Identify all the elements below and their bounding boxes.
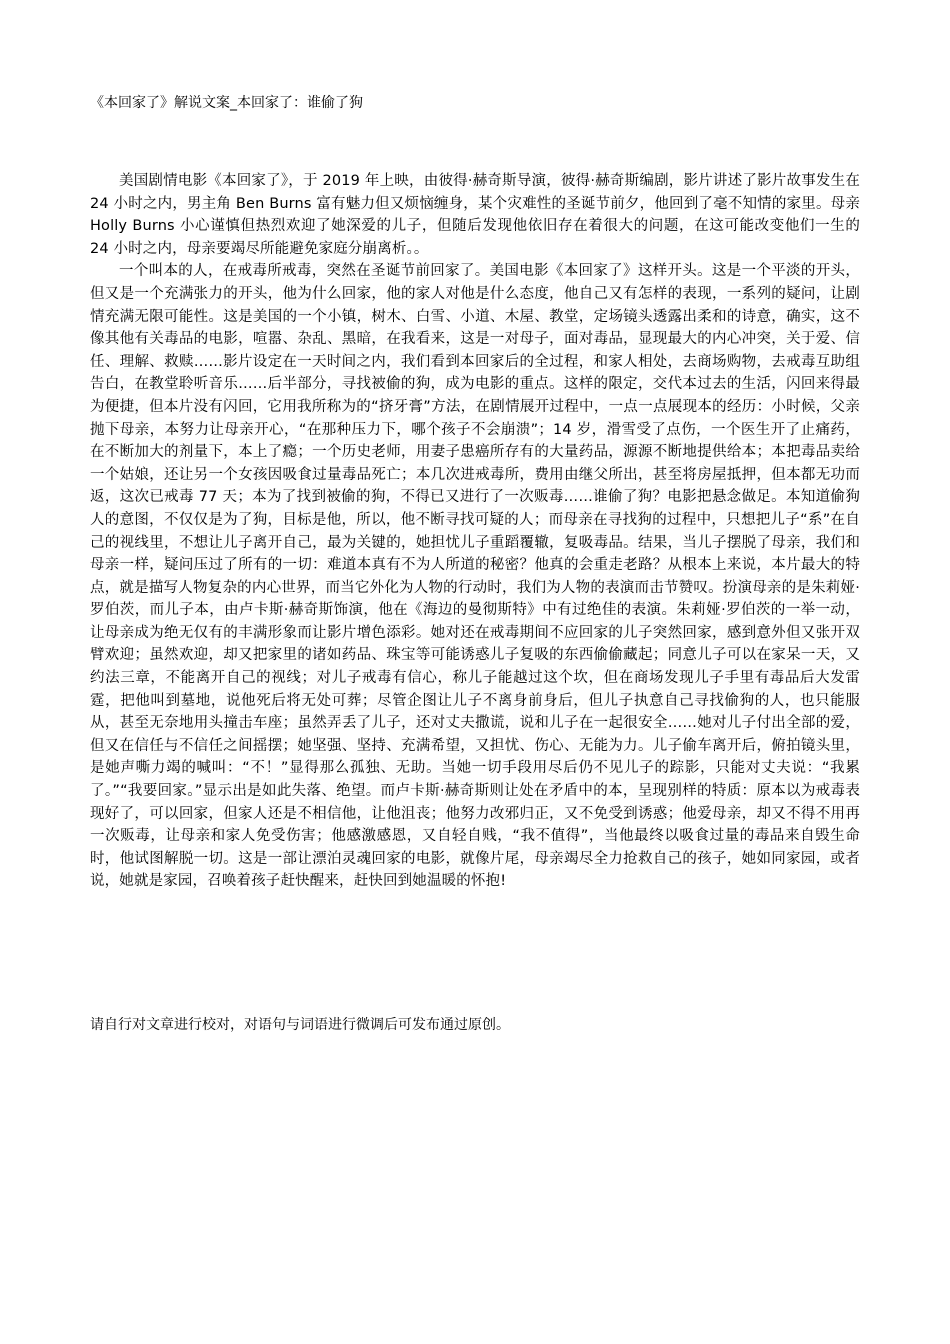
paragraph-review: 一个叫本的人，在戒毒所戒毒，突然在圣诞节前回家了。美国电影《本回家了》这样开头。这是一个平淡的开头，但又是一个充满张力的开头，他为什么回家，他的家人对他是什么态度，他自己又有怎样的表现，一系列的疑问，让剧情充满无限可能性。这是美国的一个小镇，树木、白雪、小道、木屋、教堂，定场镜头透露出柔和的诗意，确实，这不像其他有关毒品的电影，喧嚣、杂乱、黑暗，在我看来，这是一对母子，面对毒品，显现最大的内心冲突，关于爱、信任、理解、救赎……影片设定在一天时间之内，我们看到本回家后的全过程，和家人相处，去商场购物，去戒毒互助组告白，在教堂聆听音乐……后半部分，寻找被偷的狗，成为电影的重点。这样的限定，交代本过去的生活，闪回来得最为便捷，但本片没有闪回，它用我所称为的“挤牙膏”方法，在剧情展开过程中，一点一点展现本的经历：小时候，父亲抛下母亲，本努力让母亲开心，“在那种压力下，哪个孩子不会崩溃”；14 岁，滑雪受了点伤，一个医生开了止痛药，在不断加大的剂量下，本上了瘾；一个历史老师，用妻子患癌所存有的大量药品，源源不断地提供给本；本把毒品卖给一个姑娘，还让另一个女孩因吸食过量毒品死亡；本几次进戒毒所，费用由继父所出，甚至将房屋抵押，但本都无功而返，这次已戒毒 77 天；本为了找到被偷的狗，不得已又进行了一次贩毒……谁偷了狗？电影把悬念做足。本知道偷狗人的意图，不仅仅是为了狗，目标是他，所以，他不断寻找可疑的人；而母亲在寻找狗的过程中，只想把儿子“系”在自己的视线里，不想让儿子离开自己，最为关键的，她担忧儿子重蹈覆辙，复吸毒品。结果，当儿子摆脱了母亲，我们和母亲一样，疑问压过了所有的一切：难道本真有不为人所道的秘密？他真的会重走老路？从根本上来说，本片最大的特点，就是描写人物复杂的内心世界，而当它外化为人物的行动时，我们为人物的表演而击节赞叹。扮演母亲的是朱莉娅·罗伯茨，而儿子本，由卢卡斯·赫奇斯饰演，他在《海边的曼彻斯特》中有过绝佳的表演。朱莉娅·罗伯茨的一举一动，让母亲成为绝无仅有的丰满形象而让影片增色添彩。她对还在戒毒期间不应回家的儿子突然回家，感到意外但又张开双臂欢迎；虽然欢迎，却又把家里的诸如药品、珠宝等可能诱惑儿子复吸的东西偷偷藏起；同意儿子可以在家呆一天，又约法三章，不能离开自己的视线；对儿子戒毒有信心，称儿子能越过这个坎，但在商场发现儿子手里有毒品后大发雷霆，把他叫到墓地，说他死后将无处可葬；尽管企图让儿子不离身前身后，但儿子执意自己寻找偷狗的人，也只能服从，甚至无奈地用头撞击车座；虽然弄丢了儿子，还对丈夫撒谎，说和儿子在一起很安全……她对儿子付出全部的爱，但又在信任与不信任之间摇摆；她坚强、坚持、充满希望，又担忧、伤心、无能为力。儿子偷车离开后，俯拍镜头里，是她声嘶力竭的喊叫：“不！”显得那么孤独、无助。当她一切手段用尽后仍不见儿子的踪影，只能对丈夫说：“我累了。”“我要回家。”显示出是如此失落、绝望。而卢卡斯·赫奇斯则让处在矛盾中的本，呈现别样的特质：原本以为戒毒表现好了，可以回家，但家人还是不相信他，让他沮丧；他努力改邪归正，又不免受到诱惑；他爱母亲，却又不得不用再一次贩毒，让母亲和家人免受伤害；他感激感恩，又自轻自贱，“我不值得”，当他最终以吸食过量的毒品来自毁生命时，他试图解脱一切。这是一部让漂泊灵魂回家的电影，就像片尾，母亲竭尽全力抢救自己的孩子，她如同家园，或者说，她就是家园，召唤着孩子赶快醒来，赶快回到她温暖的怀抱! xyxy=(90,263,860,890)
document-body xyxy=(90,170,860,893)
footer-note: 请自行对文章进行校对，对语句与词语进行微调后可发布通过原创。 xyxy=(90,1017,510,1033)
document-title: 《本回家了》解说文案_本回家了：谁偷了狗 xyxy=(90,95,363,111)
paragraph-intro: 美国剧情电影《本回家了》，于 2019 年上映，由彼得·赫奇斯导演，彼得·赫奇斯编剧，影片讲述了影片故事发生在 24 小时之内，男主角 Ben Burns 富有魅力但又烦恼缠身，某个灾难性的圣诞节前夕，他回到了毫不知情的家里。母亲 Holly Burns 小心谨慎但热烈欢迎了她深爱的儿子，但随后发现他依旧存在着很大的问题，在这可能改变他们一生的 24 小时之内，母亲要竭尽所能避免家庭分崩离析。。 xyxy=(90,173,860,257)
